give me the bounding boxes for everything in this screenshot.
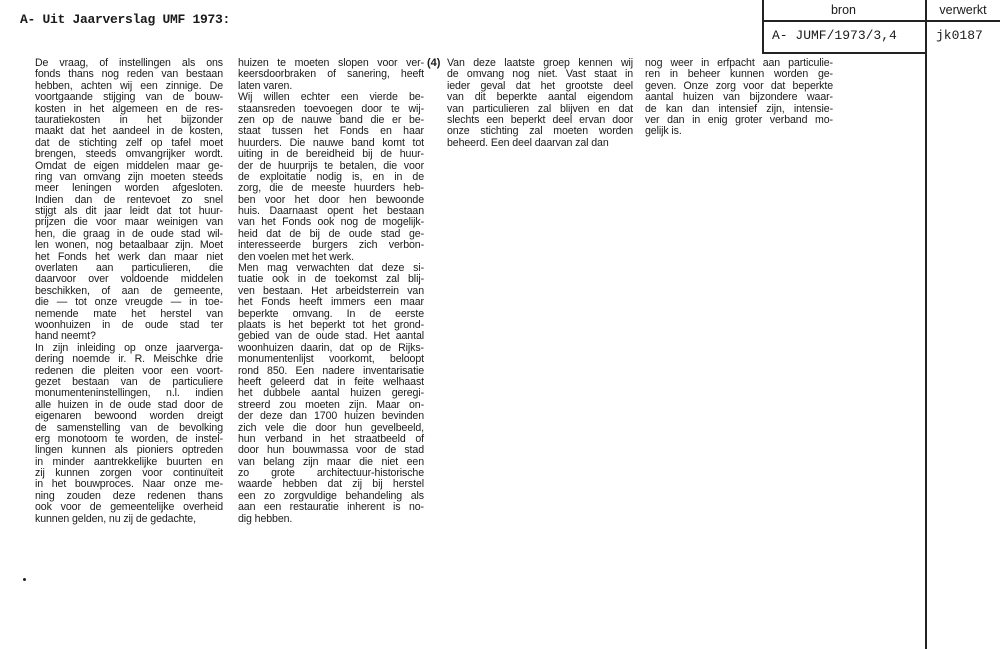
box-bottom-border bbox=[762, 52, 926, 54]
text-line: Indien dan de rentevoet zo snel bbox=[35, 193, 223, 206]
text-line: monumenteninstellingen, n.l. indien bbox=[35, 387, 223, 400]
text-column-4 bbox=[645, 58, 833, 138]
text-line: dat de stichting zelf op tafel moet bbox=[35, 136, 223, 149]
text-line: alle huizen in de oude stad door de bbox=[35, 398, 223, 411]
text-line: rond 850. Een nadere inventarisatie bbox=[238, 364, 424, 377]
verwerkt-value: jk0187 bbox=[936, 28, 983, 43]
text-line: monumentenlijst voorkomt, beloopt bbox=[238, 353, 424, 366]
text-line: nemende mate het herstel van bbox=[35, 307, 223, 320]
text-line: aantal huizen van bijzondere waar- bbox=[645, 91, 833, 104]
text-line: eigenaren bewoond worden dreigt bbox=[35, 410, 223, 423]
text-line: van het Fonds ook nog de mogelijk- bbox=[238, 216, 424, 229]
text-line: kunnen gelden, nu zij de gedachte, bbox=[35, 512, 196, 525]
text-line: plaats is het beperkt tot het grond- bbox=[238, 318, 424, 331]
text-line: ieder geval dat het grootste deel bbox=[447, 79, 633, 92]
text-line: Van deze laatste groep kennen wij bbox=[447, 57, 633, 69]
text-line: len wonen, nog betaalbaar zijn. Moet bbox=[35, 239, 223, 252]
text-line: waarde hebben dat zij bij herstel bbox=[238, 478, 424, 491]
text-line: gelijk is. bbox=[645, 125, 682, 138]
verwerkt-label: verwerkt bbox=[939, 3, 987, 17]
text-line: zij kunnen zorgen voor continuïteit bbox=[35, 467, 223, 480]
text-line: lingen kunnen als pioniers optreden bbox=[35, 444, 223, 457]
text-line: hen, die graag in de oude stad wil- bbox=[35, 227, 223, 240]
text-line: in het bouwproces. Naar onze me- bbox=[35, 478, 223, 491]
text-line: fonds thans nog reden van bestaan bbox=[35, 68, 223, 81]
text-line: ning zouden deze redenen thans bbox=[35, 489, 223, 502]
text-line: die — tot onze vreugde — in toe- bbox=[35, 296, 223, 309]
text-line: streerd zou moeten zijn. Maar on- bbox=[238, 398, 424, 411]
text-line: van belang zijn maar die niet een bbox=[238, 455, 424, 468]
text-line: maakt dat het aandeel in de kosten, bbox=[35, 125, 223, 138]
text-line: door hun bouwmassa voor de stad bbox=[238, 444, 424, 457]
text-line: hebben, achten wij een zinnige. De bbox=[35, 79, 223, 92]
text-line: tauratiekosten in het bijzonder bbox=[35, 113, 223, 126]
text-column-3 bbox=[447, 58, 633, 149]
text-line: redenen die pleiten voor een voort- bbox=[35, 364, 223, 377]
text-line: staat tussen het Fonds en haar bbox=[238, 125, 424, 138]
text-line: van dit beperkte aantal eigendom bbox=[447, 91, 633, 104]
text-line: zo grote architectuur-historische bbox=[238, 467, 424, 480]
text-line: erg monotoom te worden, de instel- bbox=[35, 432, 223, 445]
text-line: geven. Onze zorg voor dat beperkte bbox=[645, 79, 833, 92]
text-line: de exploitatie nodig is, en in de bbox=[238, 170, 424, 183]
text-line: ring van omvang zijn moeten steeds bbox=[35, 170, 223, 183]
text-line: woonhuizen daarin, dat op de Rijks- bbox=[238, 341, 424, 354]
text-line: heid dat de bij de oude stad ge- bbox=[238, 227, 424, 240]
text-line: zorg, die de meeste huurders heb- bbox=[238, 182, 424, 195]
text-line: slechts een beperkt deel ervan door bbox=[447, 113, 633, 126]
text-line: De vraag, of instellingen als ons bbox=[35, 57, 223, 69]
text-line: een zo zorgvuldige behandeling als bbox=[238, 489, 424, 502]
text-line: heeft geleerd dat in feite welhaast bbox=[238, 375, 424, 388]
text-line: ook voor de gemeentelijke overheid bbox=[35, 501, 223, 514]
text-line: hun verband in het straatbeeld of bbox=[238, 432, 424, 445]
margin-divider bbox=[925, 0, 927, 649]
text-line: in minder aantrekkelijke buurten en bbox=[35, 455, 223, 468]
bron-value: A- JUMF/1973/3,4 bbox=[772, 28, 897, 43]
text-line: zen op de nauwe band die er be- bbox=[238, 113, 424, 126]
text-line: dig hebben. bbox=[238, 512, 293, 525]
text-line: interesseerde burgers zich verbon- bbox=[238, 239, 424, 252]
text-line: beperkte omvang. In de eerste bbox=[238, 307, 424, 320]
text-column-1 bbox=[35, 58, 223, 525]
text-line: aan een restauratie inherent is no- bbox=[238, 501, 424, 514]
text-line: zich vele die door hun gevelbeeld, bbox=[238, 421, 424, 434]
bron-label: bron bbox=[830, 3, 857, 17]
text-line: huurders. Die nauwe band komt tot bbox=[238, 136, 424, 149]
text-line: stijgt als dit jaar leidt dat tot huur- bbox=[35, 205, 223, 218]
text-line: den voelen met het werk. bbox=[238, 250, 354, 263]
text-line: prijzen die voor maar weinigen van bbox=[35, 216, 223, 229]
text-line: huis. Daarnaast opent het bestaan bbox=[238, 205, 424, 218]
text-line: ren in beheer kunnen worden ge- bbox=[645, 68, 833, 81]
text-line: tuatie ook in de toekomst zal blij- bbox=[238, 273, 424, 286]
text-line: hand neemt? bbox=[35, 330, 96, 343]
text-line: het Fonds heeft immers een maar bbox=[238, 296, 424, 309]
text-line: het dubbele aantal huizen geregi- bbox=[238, 387, 424, 400]
text-line: laten varen. bbox=[238, 79, 293, 92]
text-line: kosten in het algemeen en de res- bbox=[35, 102, 223, 115]
text-line: Wij willen echter een vierde be- bbox=[238, 91, 424, 104]
text-line: ven bestaan. Het arbeidsterrein van bbox=[238, 284, 424, 297]
text-line: overlaten aan particulieren, die bbox=[35, 262, 223, 275]
text-line: staansreden toevoegen door te wij- bbox=[238, 102, 424, 115]
text-line: de kan dan intensief zijn, intensie- bbox=[645, 102, 833, 115]
text-line: de samenstelling van de bevolking bbox=[35, 421, 223, 434]
text-line: beheerd. Een deel daarvan zal dan bbox=[447, 136, 609, 149]
box-header-divider bbox=[762, 20, 1000, 22]
text-line: uiting in de bereidheid bij de huur- bbox=[238, 148, 424, 161]
scan-speck bbox=[23, 578, 26, 581]
page-marker: (4) bbox=[427, 57, 441, 69]
text-line: der de huurprijs te betalen, die voor bbox=[238, 159, 424, 172]
text-line: In zijn inleiding op onze jaarverga- bbox=[35, 341, 223, 354]
text-line: van particulieren zal blijven en dat bbox=[447, 102, 633, 115]
text-line: gezet bestaan van de particuliere bbox=[35, 375, 223, 388]
document-title: A- Uit Jaarverslag UMF 1973: bbox=[20, 12, 231, 27]
text-line: nog weer in erfpacht aan particulie- bbox=[645, 57, 833, 69]
text-line: Men mag verwachten dat deze si- bbox=[238, 262, 424, 275]
text-line: gebied van de oude stad. Het aantal bbox=[238, 330, 424, 343]
text-line: onze stichting zal moeten worden bbox=[447, 125, 633, 138]
text-line: der deze dan 1700 huizen bevinden bbox=[238, 410, 424, 423]
text-line: ben voor het door hen bewoonde bbox=[238, 193, 424, 206]
text-line: voortgaande stijging van de bouw- bbox=[35, 91, 223, 104]
text-line: huizen te moeten slopen voor ver- bbox=[238, 57, 424, 69]
text-line: beschikken, of aan de gemeente, bbox=[35, 284, 223, 297]
text-line: woonhuizen in de oude stad ter bbox=[35, 318, 223, 331]
text-line: meer leningen worden afgesloten. bbox=[35, 182, 223, 195]
text-line: de omvang nog niet. Vast staat in bbox=[447, 68, 633, 81]
text-column-2 bbox=[238, 58, 424, 525]
text-line: brengen, steeds omvangrijker wordt. bbox=[35, 148, 223, 161]
text-line: Omdat de eigen middelen maar ge- bbox=[35, 159, 223, 172]
text-line: daarvoor over voldoende middelen bbox=[35, 273, 223, 286]
text-line: dering noemde ir. R. Meischke drie bbox=[35, 353, 223, 366]
text-line: het Fonds het werk dan maar niet bbox=[35, 250, 223, 263]
text-line: ver dan in enig groter verband mo- bbox=[645, 113, 833, 126]
text-line: keersdoorbraken of sanering, heeft bbox=[238, 68, 424, 81]
